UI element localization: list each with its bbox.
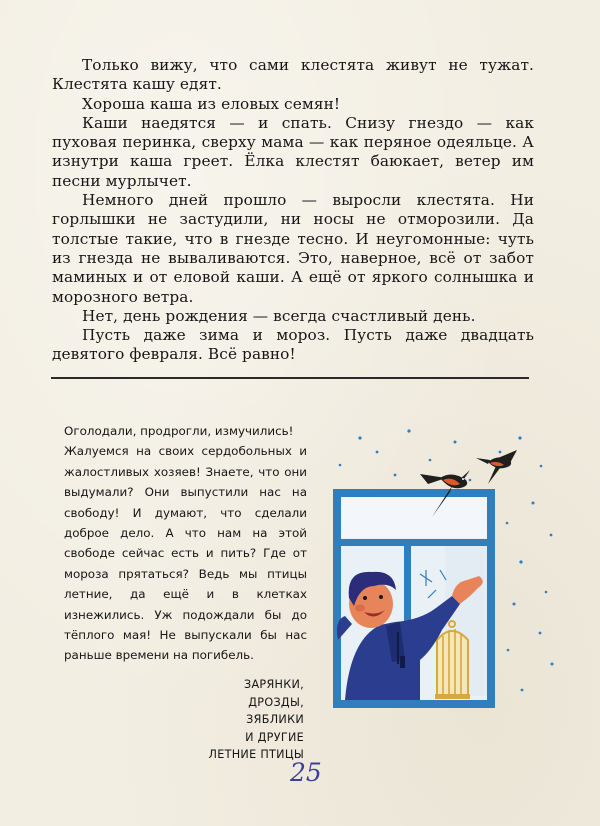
paragraph: Немного дней прошло — выросли клестята. Ни горлышки не застудили, ни носы не отморозили. Да толстые такие, что в гнезде тесно. И неугомонные: чуть из гнезда не вываливаются. Это, наверное, всё от забот маминых и от еловой каши. А ещё от яркого солнышка и морозного ветра. [52, 191, 534, 306]
paragraph: Каши наедятся — и спать. Снизу гнездо — как пуховая перинка, сверху мама — как перяное одеяльце. А изнутри каша греет. Ёлка клестят баюкает, ветер им песни мурлычет. [52, 113, 534, 190]
letter-paragraph: Оголодали, продрогли, измучились! [64, 424, 294, 438]
signature-line: ЗАРЯНКИ, [243, 678, 304, 691]
paragraph: Пусть даже зима и мороз. Пусть даже двадцать девятого февраля. Всё равно! [52, 326, 534, 364]
letter-paragraph: Жалуемся на своих сердобольных и жалостливых хозяев! Знаете, что они выдумали? Они выпустили нас на свободу! И думают, что сделали доброе дело. А что нам на этой свободе сейчас есть и пить? Где от мороза прятаться? Ведь мы птицы летние, да ещё и в клетках изнежились. Уж подождали бы до тёплого мая! Не выпускали бы нас раньше времени на погибель. [64, 444, 307, 663]
page-number: 25 [290, 758, 322, 787]
bird-icon [476, 450, 517, 484]
signature-line: ДРОЗДЫ, ЗЯБЛИКИ [246, 695, 304, 726]
paragraph: Нет, день рождения — всегда счастливый день. [82, 306, 476, 325]
paragraph: Хороша каша из еловых семян! [82, 94, 341, 113]
paragraph: Только вижу, что сами клестята живут не тужат. Клестята кашу едят. [52, 56, 534, 94]
signature-line: И ДРУГИЕ ЛЕТНИЕ ПТИЦЫ [208, 730, 304, 761]
